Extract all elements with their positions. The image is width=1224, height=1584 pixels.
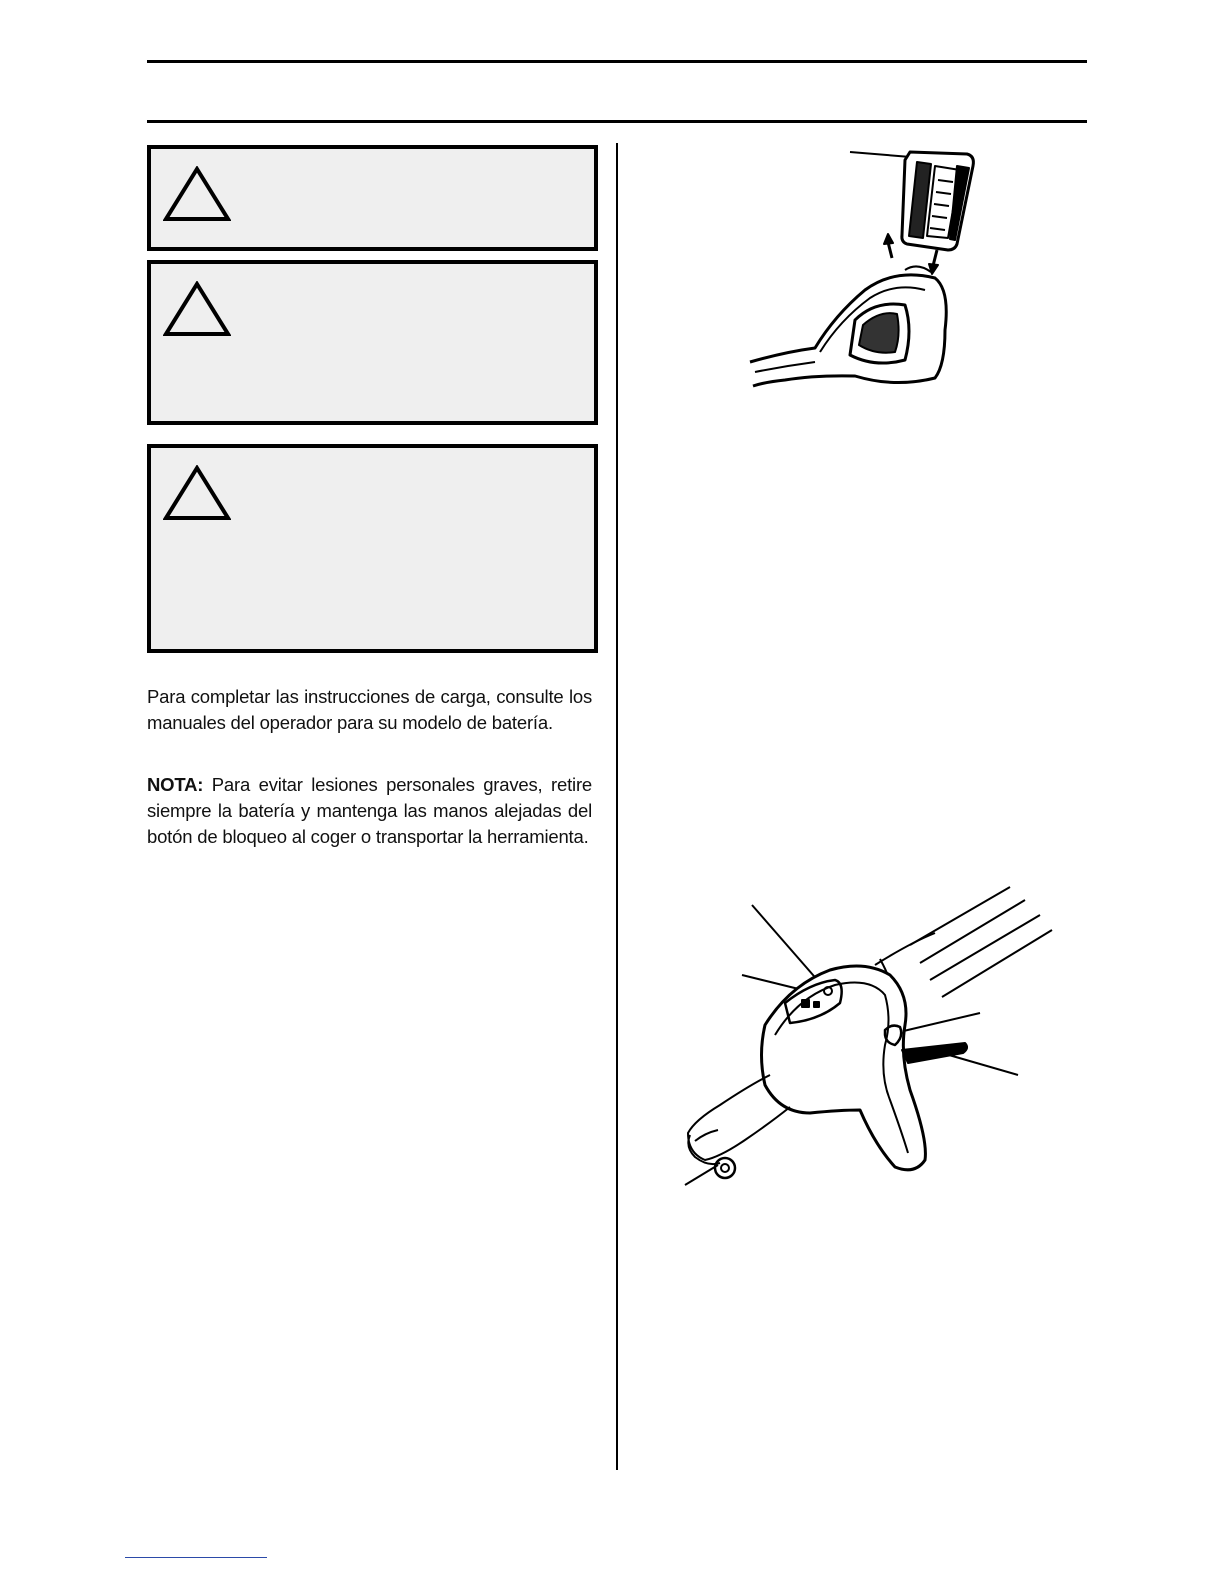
battery-insertion-illustration (745, 140, 985, 395)
footer-link-underline (125, 1557, 267, 1558)
note-text: Para evitar lesiones personales graves, retire siempre la batería y mantenga las manos alejadas del botón de bloqueo al coger o transportar la herramienta. (147, 774, 592, 847)
warning-triangle-icon (163, 281, 231, 337)
note-paragraph (147, 772, 592, 850)
warning-box-2 (147, 260, 598, 425)
note-label: NOTA: (147, 774, 204, 795)
warning-triangle-icon (163, 465, 231, 521)
warning-box-3 (147, 444, 598, 653)
header-rule-top (147, 60, 1087, 63)
warning-box-1 (147, 145, 598, 251)
header-rule-bottom (147, 120, 1087, 123)
warning-triangle-icon (163, 166, 231, 222)
charging-instructions-paragraph: Para completar las instrucciones de carga, consulte los manuales del operador para su modelo de batería. (147, 686, 592, 733)
trimmer-handle-illustration (680, 885, 1070, 1190)
column-divider (616, 143, 618, 1470)
